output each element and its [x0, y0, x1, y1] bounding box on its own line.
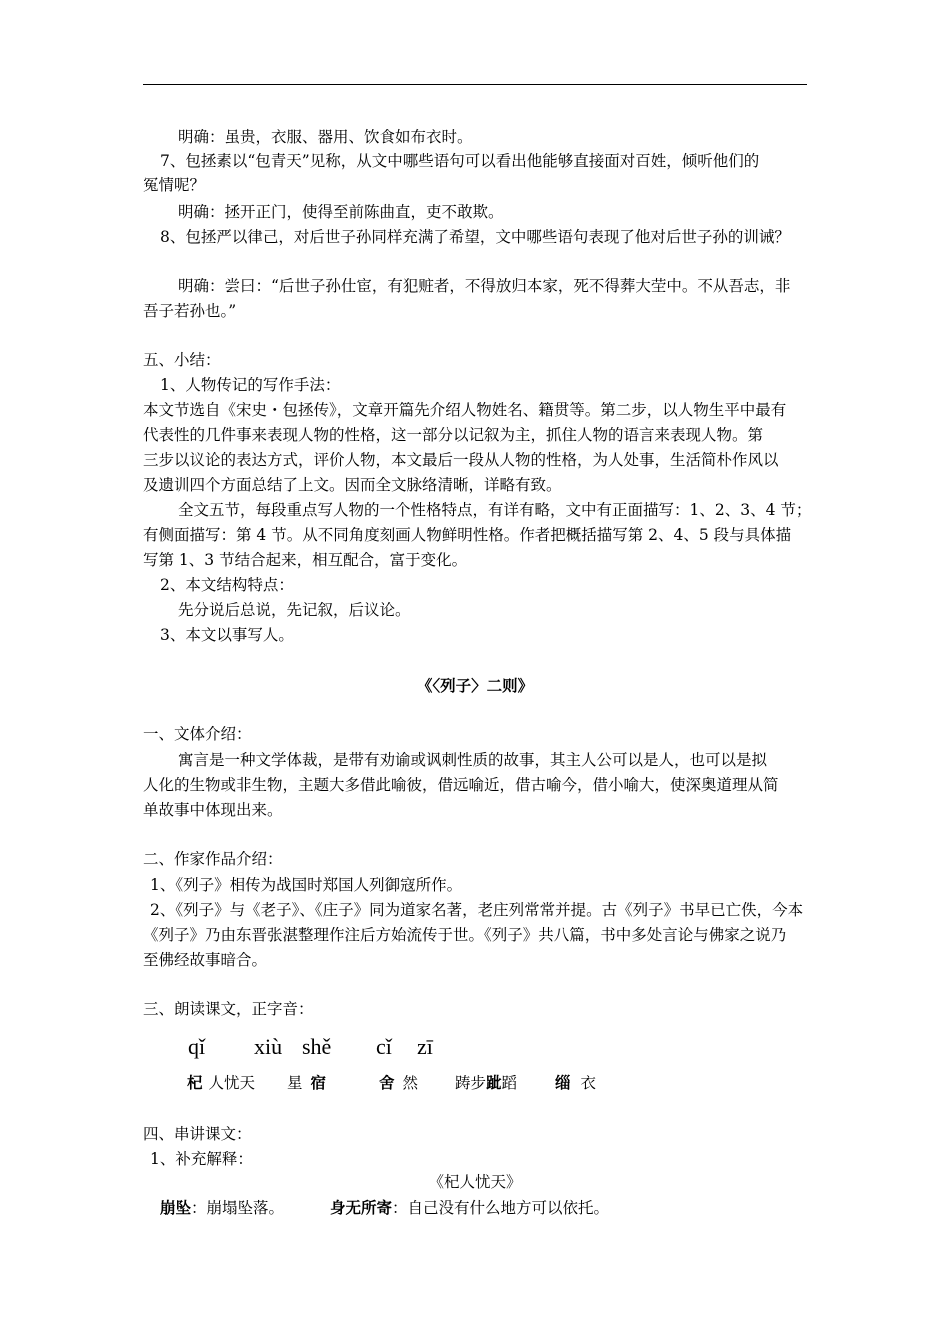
gloss-term: 崩坠: [160, 1198, 192, 1217]
pronunciation-word: [455, 1073, 517, 1093]
question-7: 7、包拯素以“包青天”见称，从文中哪些语句可以看出他能够直接面对百姓，倾听他们的: [160, 152, 760, 170]
word-rest: 踌步: [455, 1074, 487, 1092]
gloss-definition: ：自己没有什么地方可以依托。: [392, 1199, 610, 1217]
paragraph-line: 《列子》乃由东晋张湛整理作注后方始流传于世。《列子》共八篇，书中多处言论与佛家之说乃: [143, 926, 787, 944]
list-item: 1、人物传记的写作手法：: [160, 376, 341, 394]
lesson-title: 《〈列子〉二则》: [416, 676, 534, 695]
section-heading: 四、串讲课文：: [143, 1125, 252, 1143]
question-8: 8、包拯严以律己，对后世子孙同样充满了希望，文中哪些语句表现了他对后世子孙的训诫？: [160, 228, 790, 246]
key-character: 舍: [379, 1073, 395, 1092]
section-heading: 二、作家作品介绍：: [143, 850, 283, 868]
list-item: 2、本文结构特点：: [160, 576, 294, 594]
answer-line: 明确：尝曰：“后世子孙仕宦，有犯赃者，不得放归本家，死不得葬大茔中。不从吾志，非: [178, 277, 791, 295]
pronunciation-word: [379, 1073, 418, 1093]
paragraph-line: 写第 1、3 节结合起来，相互配合，富于变化。: [143, 551, 468, 569]
paragraph-line: 寓言是一种文学体裁，是带有劝谕或讽刺性质的故事，其主人公可以是人，也可以是拟: [178, 751, 768, 769]
key-character: 宿: [310, 1073, 327, 1092]
list-item: 1、补充解释：: [150, 1150, 253, 1168]
key-character: 跐: [486, 1073, 502, 1092]
paragraph-line: 有侧面描写：第 4 节。从不同角度刻画人物鲜明性格。作者把概括描写第 2、4、5 段与具体描: [143, 526, 792, 544]
list-item: 1、《列子》相传为战国时郑国人列御寇所作。: [150, 876, 463, 894]
pronunciation-word: [187, 1073, 255, 1093]
paragraph-line: 至佛经故事暗合。: [143, 951, 268, 969]
gloss-entry: [160, 1198, 284, 1218]
list-item: 3、本文以事写人。: [160, 626, 294, 644]
pinyin: qǐ: [188, 1034, 206, 1059]
story-subtitle: 《杞人忧天》: [428, 1173, 522, 1191]
pinyin: cǐ: [376, 1034, 392, 1059]
answer-line: 明确：拯开正门，使得至前陈曲直，吏不敢欺。: [178, 203, 504, 221]
pinyin: zī: [417, 1034, 433, 1059]
list-item: 2、《列子》与《老子》、《庄子》同为道家名著，老庄列常常并提。古《列子》书早已亡佚，今本: [150, 901, 804, 919]
word-rest: 然: [402, 1074, 419, 1092]
paragraph-line: 及遗训四个方面总结了上文。因而全文脉络清晰，详略有致。: [143, 476, 562, 494]
gloss-entry: [330, 1198, 609, 1218]
paragraph-line: 全文五节，每段重点写人物的一个性格特点，有详有略，文中有正面描写：1、2、3、4 节；: [178, 501, 812, 519]
paragraph-line: 单故事中体现出来。: [143, 801, 283, 819]
key-character: 杞: [187, 1073, 203, 1092]
word-rest: 人忧天: [208, 1074, 256, 1092]
word-rest: 衣: [580, 1074, 597, 1092]
answer-line: 明确：虽贵，衣服、器用、饮食如布衣时。: [178, 128, 473, 146]
question-7-cont: 冤情呢？: [143, 176, 206, 194]
key-character: 缁: [555, 1073, 571, 1092]
word-rest: 蹈: [501, 1074, 518, 1092]
paragraph-line: 本文节选自《宋史・包拯传》，文章开篇先介绍人物姓名、籍贯等。第二步，以人物生平中最有: [143, 401, 787, 419]
header-rule: [143, 84, 807, 85]
section-heading: 一、文体介绍：: [143, 725, 252, 743]
paragraph-line: 代表性的几件事来表现人物的性格，这一部分以记叙为主，抓住人物的语言来表现人物。第: [143, 426, 764, 444]
paragraph-line: 先分说后总说，先记叙，后议论。: [178, 601, 411, 619]
section-heading: 三、朗读课文，正字音：: [143, 1000, 314, 1018]
gloss-term: 身无所寄: [330, 1198, 393, 1217]
section-heading: 五、小结：: [143, 351, 221, 369]
gloss-definition: ：崩塌坠落。: [191, 1199, 285, 1217]
pronunciation-word: [287, 1073, 326, 1093]
paragraph-line: 人化的生物或非生物，主题大多借此喻彼，借远喻近，借古喻今，借小喻大，使深奥道理从简: [143, 776, 779, 794]
pinyin: xiù: [254, 1034, 283, 1059]
word-rest: 星: [287, 1074, 303, 1092]
pinyin: shě: [302, 1034, 332, 1059]
pronunciation-word: [555, 1073, 596, 1093]
answer-line-cont: 吾子若孙也。”: [143, 302, 237, 320]
paragraph-line: 三步以议论的表达方式，评价人物，本文最后一段从人物的性格，为人处事，生活简朴作风以: [143, 451, 779, 469]
